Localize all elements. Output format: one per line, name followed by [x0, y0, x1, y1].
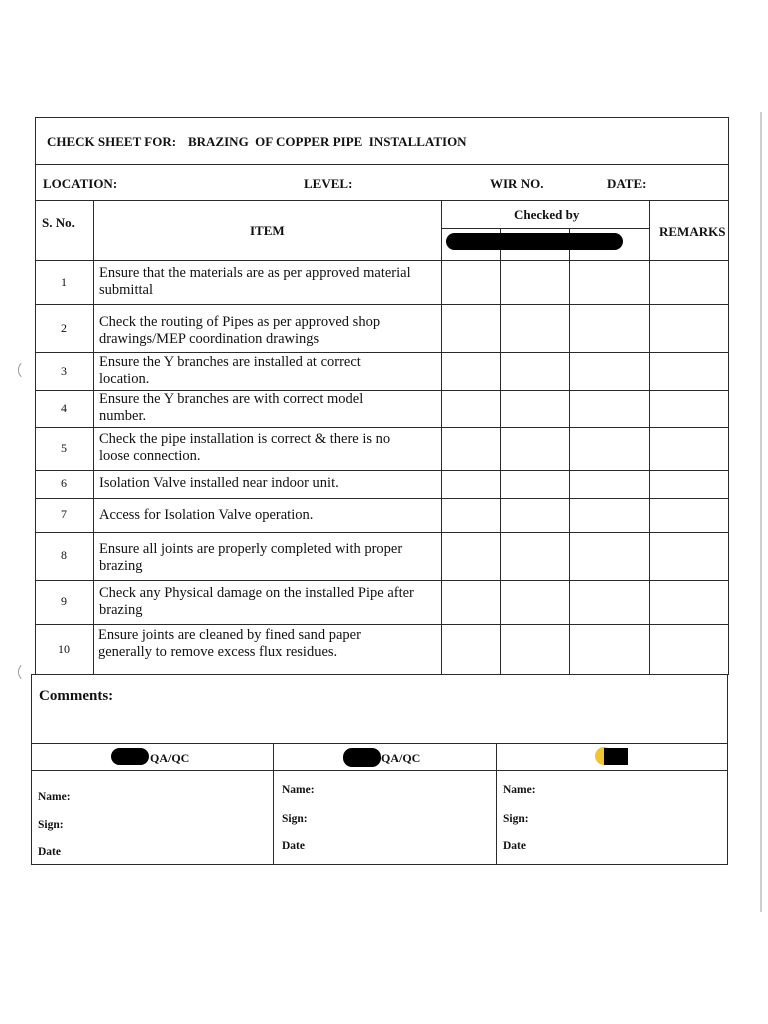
- redacted-signoff-company: [343, 748, 381, 767]
- date-label: DATE:: [607, 176, 647, 191]
- date-label: Date: [503, 840, 526, 852]
- check-sheet-title: BRAZING OF COPPER PIPE INSTALLATION: [188, 134, 467, 149]
- wir-label: WIR NO.: [490, 176, 544, 191]
- table-row: [35, 498, 729, 532]
- row-number: 10: [58, 642, 70, 656]
- table-row: [35, 390, 729, 427]
- redacted-checker-names: [446, 233, 623, 250]
- row-number: 2: [61, 321, 67, 335]
- level-label: LEVEL:: [304, 176, 353, 191]
- location-label: LOCATION:: [43, 176, 118, 191]
- row-item-text: Ensure joints are cleaned by fined sand paper generally to remove excess flux residues.: [98, 627, 361, 660]
- check-sheet-label: CHECK SHEET FOR:: [47, 134, 177, 149]
- row-item-text: Isolation Valve installed near indoor unit.: [99, 475, 339, 491]
- name-label: Name:: [503, 784, 536, 796]
- table-row: [35, 470, 729, 498]
- name-label: Name:: [38, 791, 71, 803]
- table-row: [35, 580, 729, 624]
- item-header: ITEM: [250, 223, 285, 238]
- signoff-col1-title: QA/QC: [150, 751, 190, 765]
- remarks-header: REMARKS: [659, 224, 726, 239]
- sno-header: S. No.: [42, 215, 75, 230]
- row-number: 8: [61, 548, 67, 562]
- row-number: 5: [61, 441, 67, 455]
- row-item-text: Access for Isolation Valve operation.: [99, 507, 314, 523]
- table-row: [35, 532, 729, 580]
- row-item-text: Ensure the Y branches are installed at correct location.: [99, 354, 361, 387]
- row-item-text: Ensure the Y branches are with correct model number.: [99, 391, 364, 424]
- checked-by-header: Checked by: [514, 207, 580, 222]
- table-row: [35, 624, 729, 675]
- sign-label: Sign:: [38, 819, 64, 831]
- sign-label: Sign:: [503, 813, 529, 825]
- punch-hole-mark: [18, 662, 38, 682]
- sign-label: Sign:: [282, 813, 308, 825]
- row-number: 7: [61, 507, 67, 521]
- checked-by-divider: [441, 228, 649, 229]
- signoff-header-divider: [31, 770, 728, 771]
- row-item-text: Ensure that the materials are as per approved material submittal: [99, 265, 411, 298]
- row-item-text: Check the routing of Pipes as per approved shop drawings/MEP coordination drawings: [99, 314, 381, 347]
- signoff-col-divider: [273, 743, 274, 865]
- table-row: [35, 260, 729, 304]
- date-label: Date: [282, 840, 305, 852]
- redacted-signoff-company: [111, 748, 149, 765]
- row-item-text: Check the pipe installation is correct & there is no loose connection.: [99, 431, 391, 464]
- redacted-signoff-company: [604, 748, 628, 765]
- table-row: [35, 427, 729, 470]
- row-item-text: Check any Physical damage on the installed Pipe after brazing: [99, 585, 414, 618]
- row-number: 6: [61, 476, 67, 490]
- table-row: [35, 304, 729, 352]
- signoff-col-divider: [496, 743, 497, 865]
- signoff-col2-title: QA/QC: [381, 751, 421, 765]
- punch-hole-mark: [18, 360, 38, 380]
- name-label: Name:: [282, 784, 315, 796]
- table-row: [35, 352, 729, 390]
- row-number: 3: [61, 364, 67, 378]
- comments-box: [31, 674, 728, 744]
- scan-edge-line: [760, 112, 762, 912]
- row-item-text: Ensure all joints are properly completed with proper brazing: [99, 541, 403, 574]
- date-label: Date: [38, 846, 61, 858]
- row-number: 4: [61, 401, 67, 415]
- row-number: 9: [61, 594, 67, 608]
- comments-label: Comments:: [39, 688, 114, 704]
- row-number: 1: [61, 275, 67, 289]
